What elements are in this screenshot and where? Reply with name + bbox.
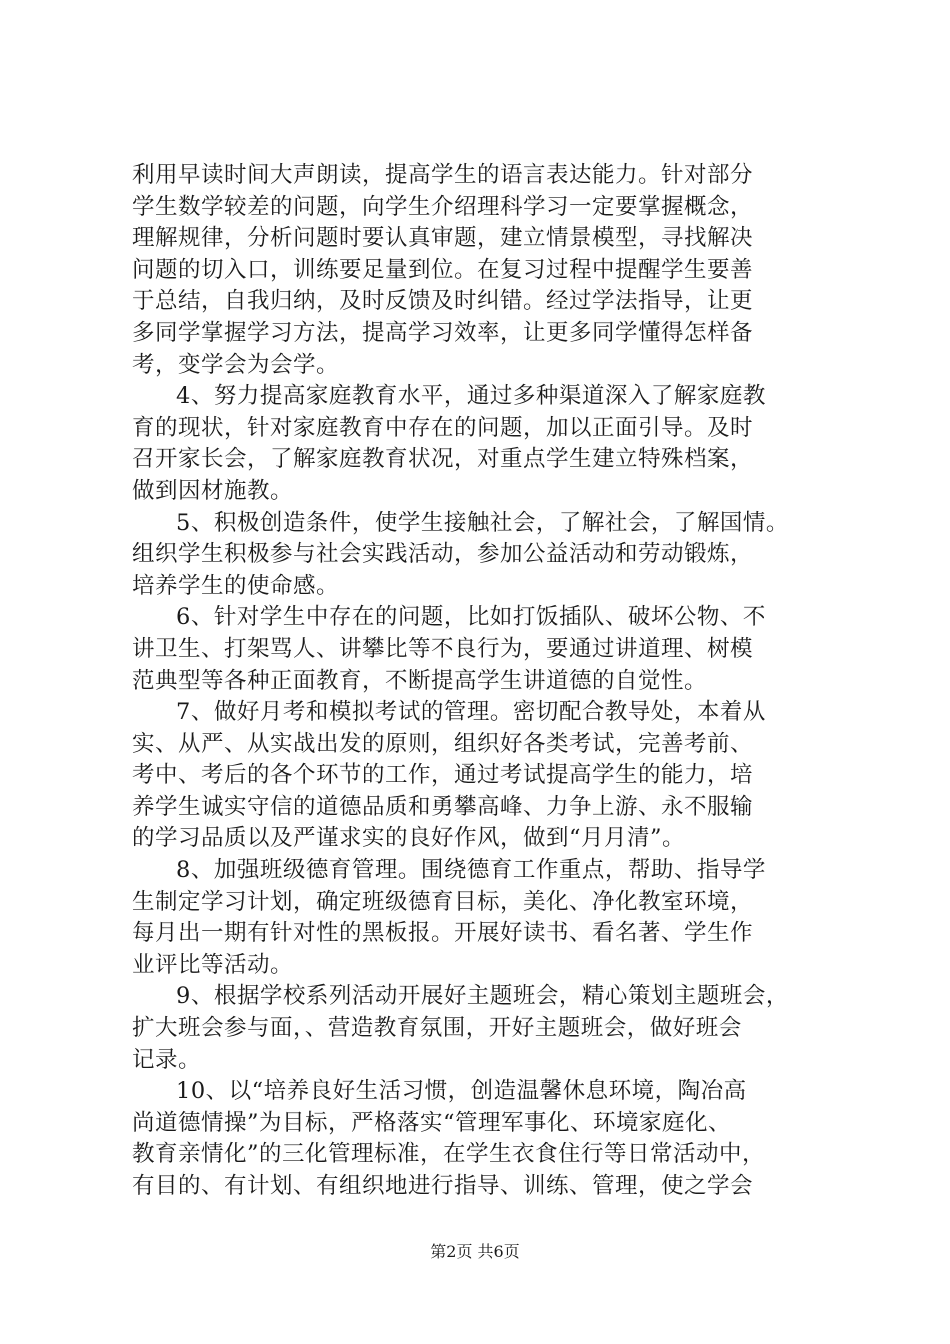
text-line: 记录。: [132, 1046, 202, 1073]
text-line: 讲卫生、打架骂人、讲攀比等不良行为，要通过讲道理、树模: [132, 635, 754, 662]
page-footer: 第2页 共6页: [430, 1242, 520, 1261]
text-line: 实、从严、从实战出发的原则，组织好各类考试，完善考前、: [132, 730, 754, 757]
text-line: 于总结，自我归纳，及时反馈及时纠错。经过学法指导，让更: [132, 288, 754, 315]
text-line: 8、加强班级德育管理。围绕德育工作重点，帮助、指导学: [176, 857, 766, 884]
text-line: 7、做好月考和模拟考试的管理。密切配合教导处，本着从: [176, 699, 766, 726]
text-line: 组织学生积极参与社会实践活动，参加公益活动和劳动锻炼，: [132, 541, 754, 568]
text-line: 养学生诚实守信的道德品质和勇攀高峰、力争上游、永不服输: [132, 793, 754, 820]
text-line: 多同学掌握学习方法，提高学习效率，让更多同学懂得怎样备: [132, 319, 754, 346]
text-line: 有目的、有计划、有组织地进行指导、训练、管理，使之学会: [132, 1173, 754, 1199]
text-line: 扩大班会参与面，、营造教育氛围，开好主题班会，做好班会: [132, 1015, 742, 1042]
text-line: 范典型等各种正面教育，不断提高学生讲道德的自觉性。: [132, 667, 708, 694]
text-line: 尚道德情操”为目标，严格落实“管理军事化、环境家庭化、: [132, 1109, 732, 1136]
text-line: 5、积极创造条件，使学生接触社会，了解社会，了解国情。: [176, 509, 789, 536]
text-line: 教育亲情化”的三化管理标准，在学生衣食住行等日常活动中，: [132, 1141, 766, 1168]
text-line: 育的现状，针对家庭教育中存在的问题，加以正面引导。及时: [132, 414, 754, 441]
document-body: [132, 160, 832, 1203]
text-line: 考，变学会为会学。: [132, 351, 340, 378]
text-line: 6、针对学生中存在的问题，比如打饭插队、破坏公物、不: [176, 604, 766, 631]
text-line: 学生数学较差的问题，向学生介绍理科学习一定要掌握概念，: [132, 193, 754, 220]
text-line: 培养学生的使命感。: [132, 572, 340, 599]
text-line: 考中、考后的各个环节的工作，通过考试提高学生的能力，培: [132, 762, 754, 789]
text-line: 召开家长会，了解家庭教育状况，对重点学生建立特殊档案，: [132, 446, 754, 473]
text-line: 业评比等活动。: [132, 951, 294, 978]
text-line: 4、努力提高家庭教育水平，通过多种渠道深入了解家庭教: [176, 383, 766, 410]
text-line: 问题的切入口，训练要足量到位。在复习过程中提醒学生要善: [132, 256, 754, 283]
text-line: 10、以“培养良好生活习惯，创造温馨休息环境，陶冶高: [176, 1078, 747, 1105]
text-line: 利用早读时间大声朗读，提高学生的语言表达能力。针对部分: [132, 162, 754, 188]
text-line: 理解规律，分析问题时要认真审题，建立情景模型，寻找解决: [132, 225, 754, 252]
text-line: 生制定学习计划，确定班级德育目标，美化、净化教室环境，: [132, 888, 754, 915]
text-line: 9、根据学校系列活动开展好主题班会，精心策划主题班会，: [176, 983, 789, 1010]
text-line: 做到因材施教。: [132, 477, 294, 504]
text-line: 每月出一期有针对性的黑板报。开展好读书、看名著、学生作: [132, 920, 754, 947]
text-line: 的学习品质以及严谨求实的良好作风，做到“月月清”。: [132, 825, 686, 852]
